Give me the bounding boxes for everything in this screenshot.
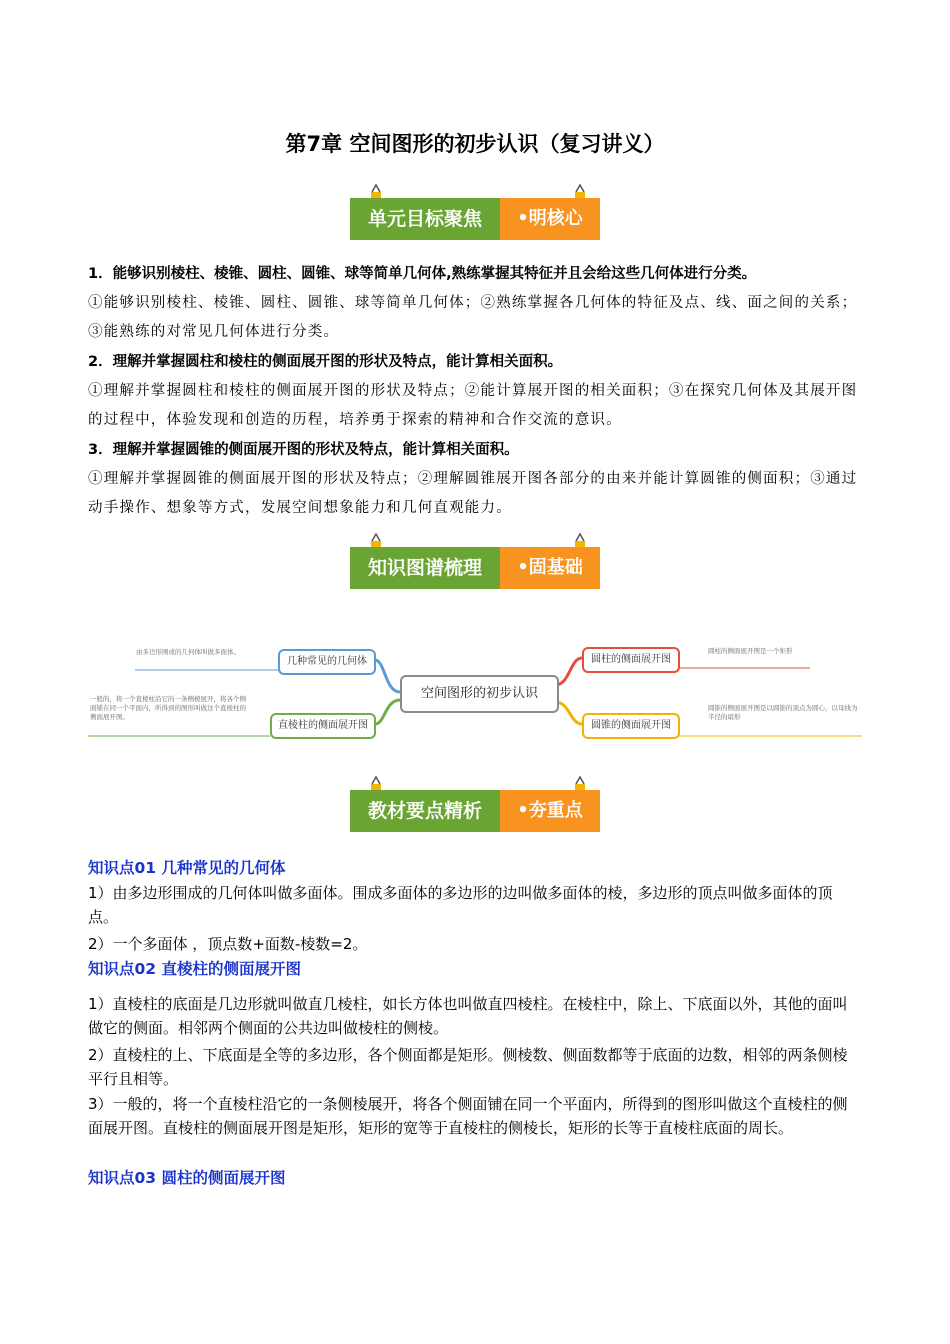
knowledge-point-heading-2: 知识点02 直棱柱的侧面展开图 xyxy=(88,960,301,978)
objective-detail-3: ①理解并掌握圆锥的侧面展开图的形状及特点；②理解圆锥展开图各部分的由来并能计算圆锥的侧面积；③通过动手操作、想象等方式，发展空间想象能力和几何直观能力。 xyxy=(88,471,858,516)
mind-map-note-prism-net: 一般的，将一个直棱柱沿它的一条侧棱展开，将各个侧面铺在同一个平面内，所得到的图形叫做这个直棱柱的侧面展开图。 xyxy=(90,695,246,721)
banner-main-label: 知识图谱梳理 xyxy=(367,557,482,579)
banner-sub-label: •明核心 xyxy=(517,208,583,229)
banner-sub-label: •夯重点 xyxy=(517,800,583,821)
section-banner-goals xyxy=(350,198,600,240)
section-banner-key-points xyxy=(350,790,600,832)
objective-heading-1: 1．能够识别棱柱、棱锥、圆柱、圆锥、球等简单几何体,熟练掌握其特征并且会给这些几何体进行分类。 xyxy=(88,266,757,282)
mind-map-note-cone-net: 圆锥的侧面展开图是以圆锥的顶点为圆心，以母线为半径的扇形 xyxy=(708,704,858,721)
mind-map-node-cone-net: 圆锥的侧面展开图 xyxy=(582,713,680,739)
page-title: 第7章 空间图形的初步认识（复习讲义） xyxy=(285,132,665,156)
mind-map-node-cylinder-net: 圆柱的侧面展开图 xyxy=(582,647,680,673)
mind-map-note-polyhedra: 由多边形围成的几何体叫做多面体。 xyxy=(136,648,240,656)
banner-sub-label: •固基础 xyxy=(517,557,583,578)
knowledge-point-paragraph: 1）由多边形围成的几何体叫做多面体。围成多面体的多边形的边叫做多面体的棱，多边形的顶点叫做多面体的顶点。 xyxy=(88,884,833,926)
mind-map xyxy=(0,620,950,760)
knowledge-point-heading-3: 知识点03 圆柱的侧面展开图 xyxy=(88,1169,286,1187)
mind-map-center: 空间图形的初步认识 xyxy=(400,675,559,713)
objective-detail-1: ①能够识别棱柱、棱锥、圆柱、圆锥、球等简单几何体；②熟练掌握各几何体的特征及点、线、面之间的关系；③能熟练的对常见几何体进行分类。 xyxy=(88,295,858,340)
knowledge-point-heading-1: 知识点01 几种常见的几何体 xyxy=(88,859,286,877)
banner-main-label: 教材要点精析 xyxy=(367,800,482,822)
objective-heading-3: 3．理解并掌握圆锥的侧面展开图的形状及特点，能计算相关面积。 xyxy=(88,442,519,458)
objective-detail-2: ①理解并掌握圆柱和棱柱的侧面展开图的形状及特点；②能计算展开图的相关面积；③在探究几何体及其展开图的过程中，体验发现和创造的历程，培养勇于探索的精神和合作交流的意识。 xyxy=(88,383,858,428)
knowledge-point-paragraph: 2）直棱柱的上、下底面是全等的多边形，各个侧面都是矩形。侧棱数、侧面数都等于底面的边数，相邻的两条侧棱平行且相等。 xyxy=(88,1046,848,1088)
mind-map-node-polyhedra: 几种常见的几何体 xyxy=(278,649,376,675)
knowledge-point-paragraph: 3）一般的，将一个直棱柱沿它的一条侧棱展开，将各个侧面铺在同一个平面内，所得到的图形叫做这个直棱柱的侧面展开图。直棱柱的侧面展开图是矩形，矩形的宽等于直棱柱的侧棱长，矩形的长等于直棱柱底面的周长。 xyxy=(88,1095,848,1137)
banner-main-label: 单元目标聚焦 xyxy=(367,208,482,230)
section-banner-map xyxy=(350,547,600,589)
knowledge-point-paragraph: 1）直棱柱的底面是几边形就叫做直几棱柱，如长方体也叫做直四棱柱。在棱柱中，除上、下底面以外，其他的面叫做它的侧面。相邻两个侧面的公共边叫做棱柱的侧棱。 xyxy=(88,995,848,1037)
knowledge-point-paragraph: 2）一个多面体 ，顶点数+面数-棱数=2。 xyxy=(88,935,368,953)
mind-map-note-cylinder-net: 圆柱的侧面展开图是一个矩形 xyxy=(708,647,793,655)
objective-heading-2: 2．理解并掌握圆柱和棱柱的侧面展开图的形状及特点，能计算相关面积。 xyxy=(88,354,563,370)
mind-map-node-prism-net: 直棱柱的侧面展开图 xyxy=(270,713,376,739)
